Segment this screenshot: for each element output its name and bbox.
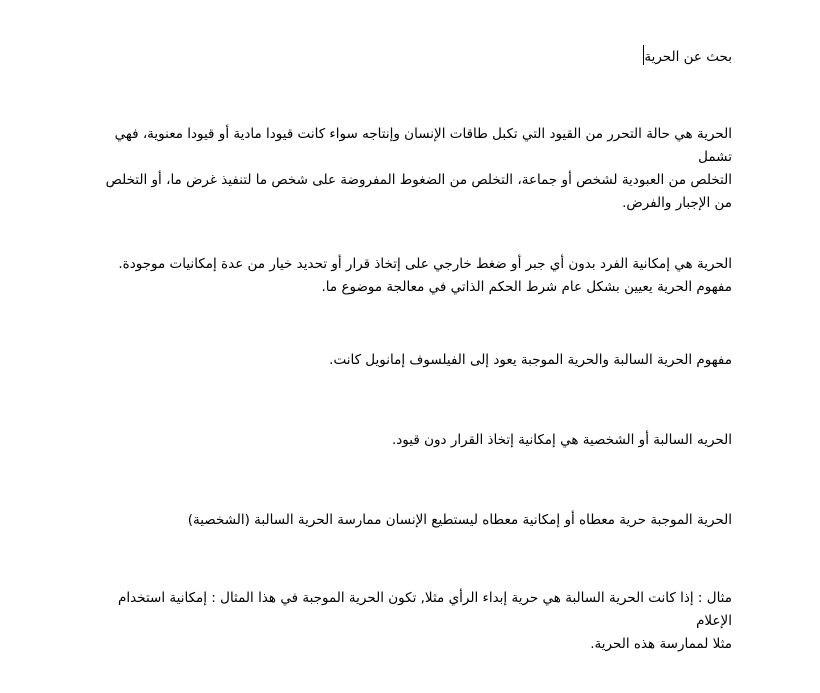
paragraph-line: مثلا لممارسة هذه الحرية. <box>590 636 732 652</box>
paragraph-line: الحرية الموجبة حرية معطاه أو إمكانية معطاه ليستطيع الإنسان ممارسة الحرية السالبة (الشخصية) <box>187 512 732 528</box>
paragraph-line: الحرية هي إمكانية الفرد بدون أي جبر أو ضغط خارجي على إتخاذ قرار أو تحديد خيار من عدة إمكانيات موجودة. <box>118 256 732 272</box>
paragraph-line: الحريه السالبة أو الشخصية هي إمكانية إتخاذ القرار دون قيود. <box>392 432 732 448</box>
paragraph-line: مفهوم الحرية يعيين بشكل عام شرط الحكم الذاتي في معالجة موضوع ما. <box>321 279 732 295</box>
paragraph-5 <box>92 509 732 532</box>
paragraph-line: الحرية هي حالة التحرر من القيود التي تكبل طاقات الإنسان وإنتاجه سواء كانت قيودا مادية أو قيودا معنوية، فهي تشمل <box>114 126 732 165</box>
paragraph-line: مفهوم الحرية السالبة والحرية الموجبة يعود إلى الفيلسوف إمانويل كانت. <box>329 352 732 368</box>
document-title <box>92 45 732 69</box>
paragraph-3 <box>92 349 732 372</box>
paragraph-6 <box>92 587 732 656</box>
paragraph-line: التخلص من العبودية لشخص أو جماعة، التخلص من الضغوط المفروضة على شخص ما لتنفيذ غرض ما، أو التخلص <box>105 172 732 188</box>
paragraph-line: مثال : إذا كانت الحرية السالبة هي حرية إبداء الرأي مثلا, تكون الحرية الموجبة في هذا المثال : إمكانية استخدام الإعلام <box>118 590 732 629</box>
title-text: بحث عن الحرية <box>644 49 732 65</box>
paragraph-4 <box>92 429 732 452</box>
paragraph-2 <box>92 253 732 299</box>
paragraph-line: من الإجبار والفرض. <box>622 195 732 211</box>
paragraph-1 <box>92 123 732 215</box>
